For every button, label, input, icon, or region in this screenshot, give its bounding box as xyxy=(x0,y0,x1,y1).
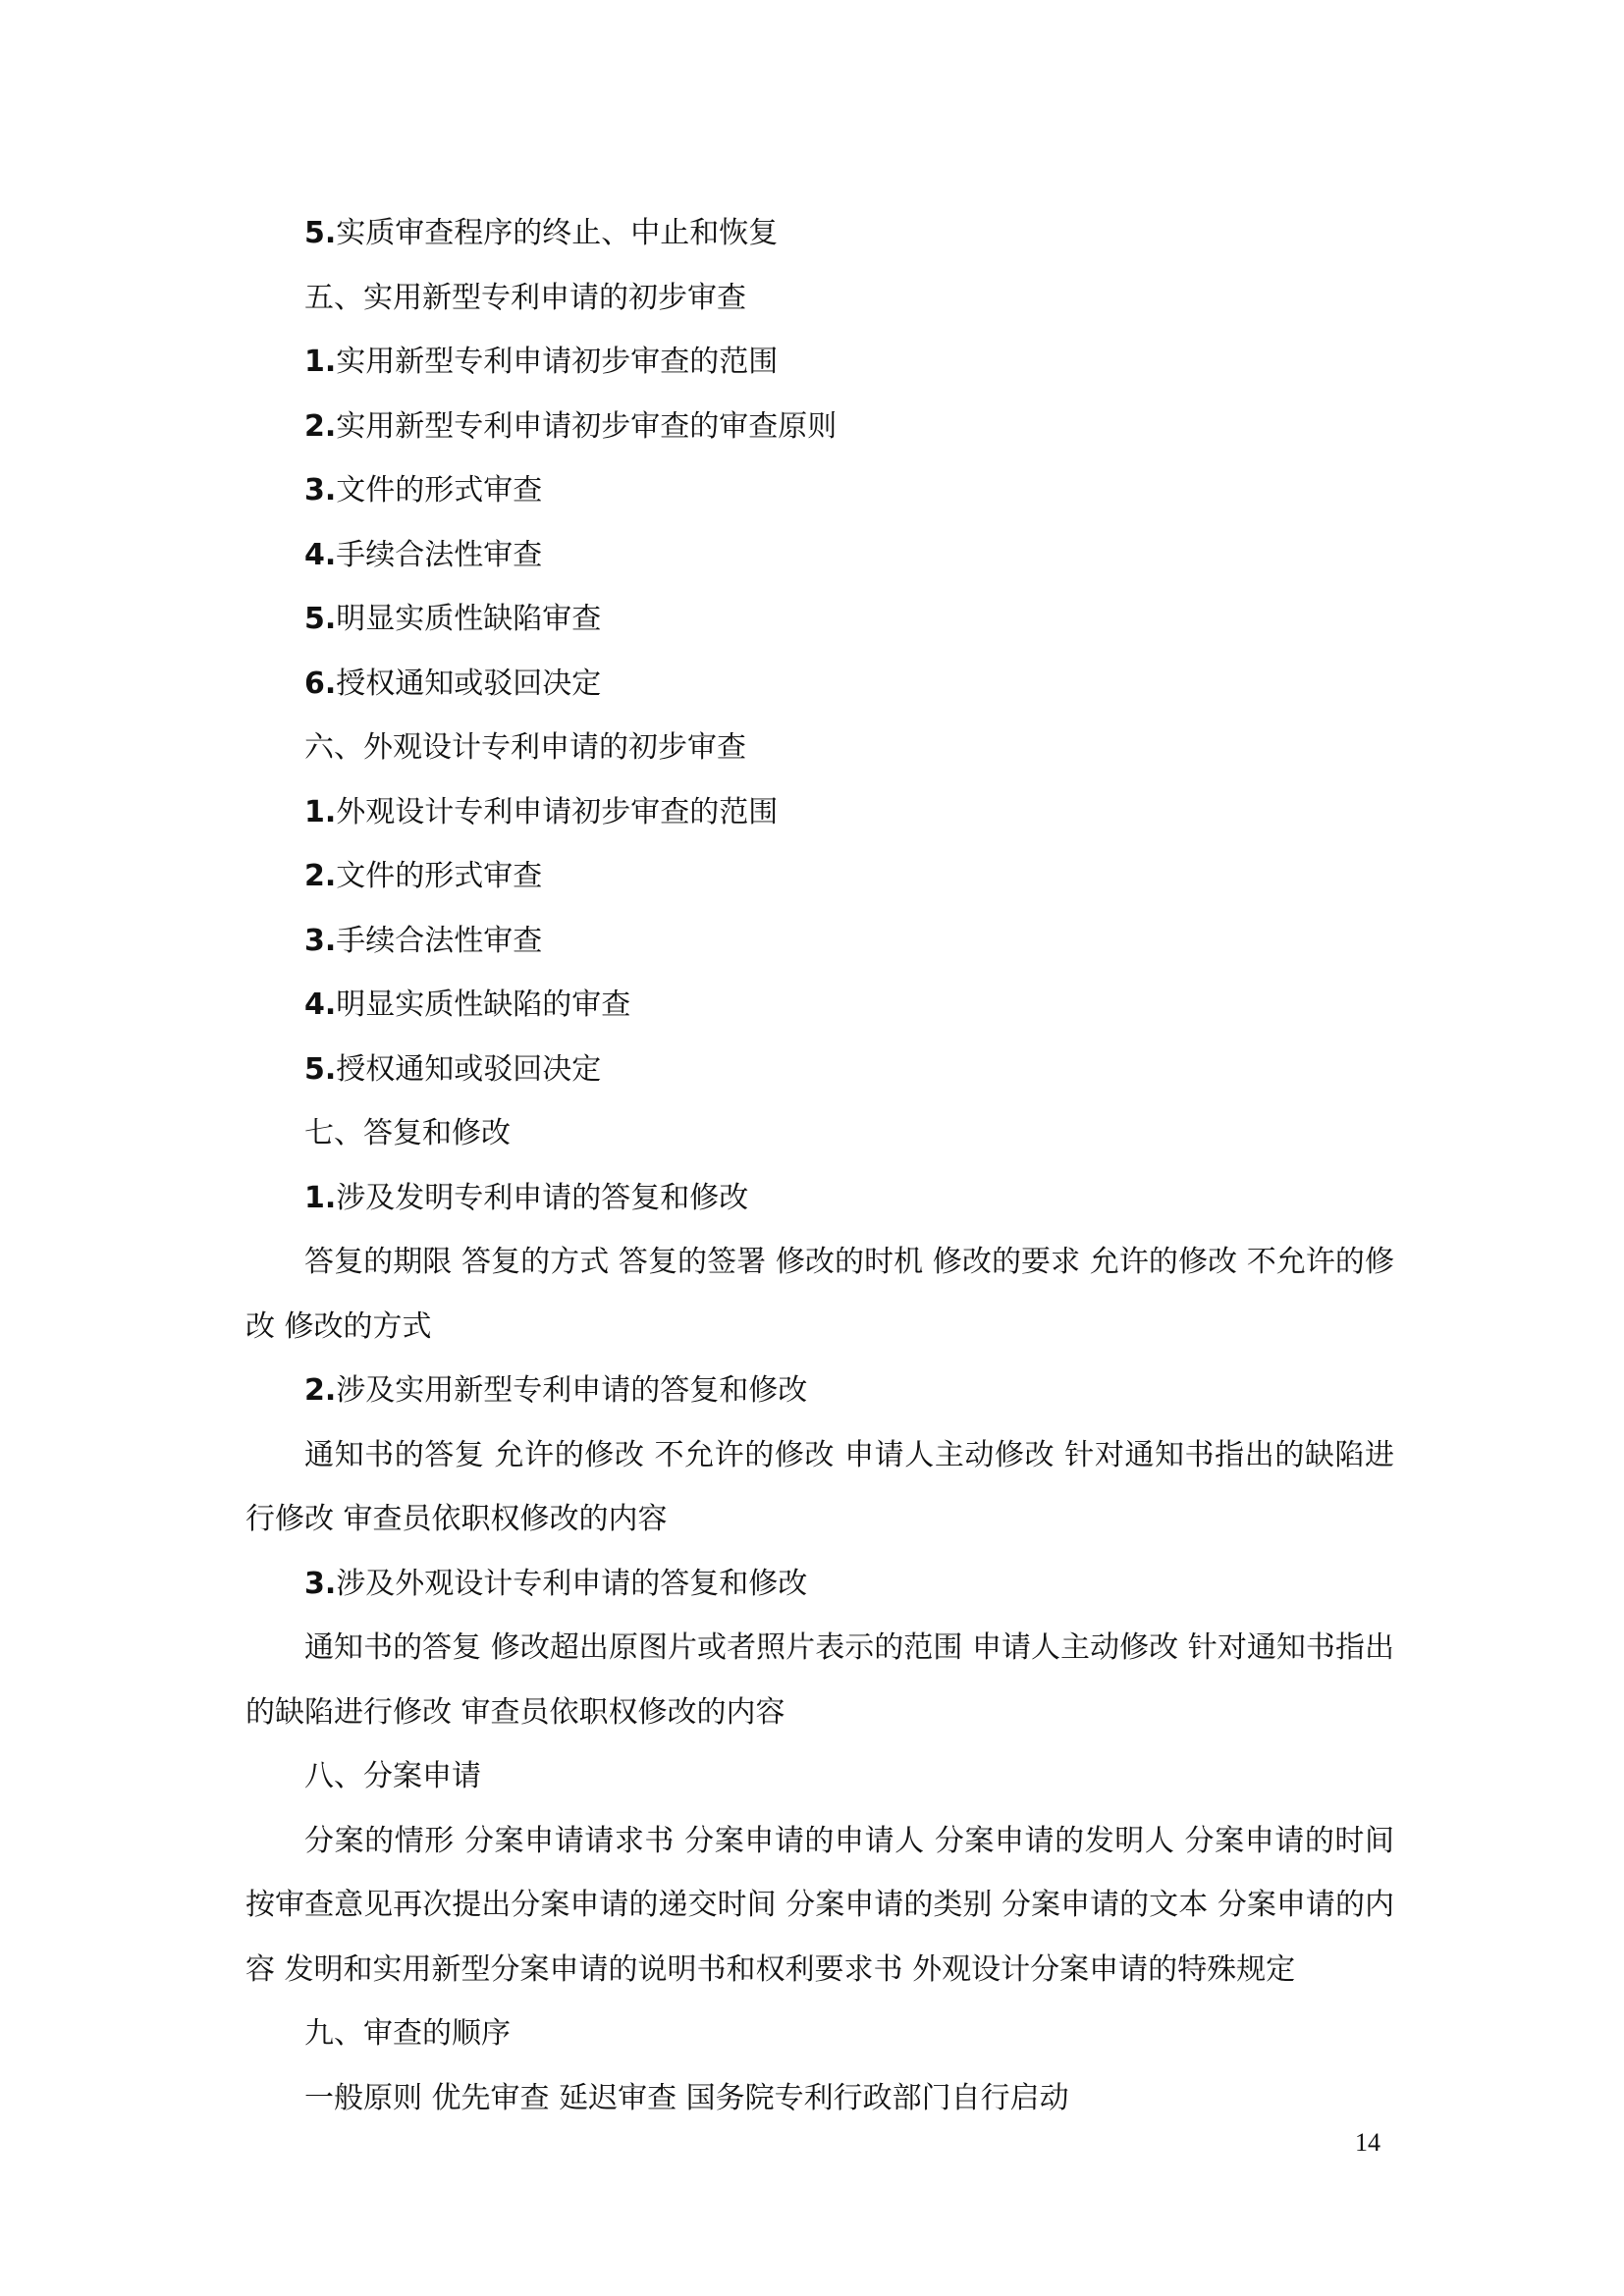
outline-subitem xyxy=(245,973,1394,1038)
subitem-number: 6. xyxy=(304,666,337,701)
subitem-text: 涉及实用新型专利申请的答复和修改 xyxy=(336,1373,808,1408)
page-number: 14 xyxy=(1355,2128,1380,2157)
subitem-text: 涉及发明专利申请的答复和修改 xyxy=(336,1180,749,1215)
subitem-number: 5. xyxy=(304,1051,337,1087)
subitem-number: 3. xyxy=(304,923,337,958)
topic-list-paragraph: 答复的期限 答复的方式 答复的签署 修改的时机 修改的要求 允许的修改 不允许的修改 修改的方式 xyxy=(245,1245,1394,1344)
outline-subitem xyxy=(245,330,1394,395)
subitem-text: 外观设计专利申请初步审查的范围 xyxy=(336,794,779,829)
subitem-number: 4. xyxy=(304,537,337,572)
outline-subitem xyxy=(245,458,1394,523)
subitem-text: 授权通知或驳回决定 xyxy=(336,1051,602,1087)
subitem-number: 2. xyxy=(304,859,337,893)
topic-list-line: 一般原则 优先审查 延迟审查 国务院专利行政部门自行启动 xyxy=(304,2080,1069,2115)
outline-subitem xyxy=(245,1166,1394,1231)
document-body xyxy=(245,201,1394,2130)
subitem-text: 涉及外观设计专利申请的答复和修改 xyxy=(336,1566,808,1601)
outline-subitem xyxy=(245,395,1394,459)
section-heading: 五、实用新型专利申请的初步审查 xyxy=(304,280,746,315)
subitem-number: 3. xyxy=(304,1566,337,1601)
outline-subitem xyxy=(245,201,1394,266)
subitem-number: 5. xyxy=(304,216,337,250)
section-heading: 九、审查的顺序 xyxy=(304,2016,511,2051)
outline-subitem xyxy=(245,844,1394,909)
outline-subitem xyxy=(245,523,1394,588)
subitem-number: 2. xyxy=(304,408,337,444)
subitem-text: 明显实质性缺陷审查 xyxy=(336,602,602,636)
subitem-number: 1. xyxy=(304,345,337,379)
subitem-text: 文件的形式审查 xyxy=(336,473,543,507)
outline-subitem xyxy=(245,909,1394,974)
subitem-text: 授权通知或驳回决定 xyxy=(336,666,602,701)
topic-list-paragraph: 分案的情形 分案申请请求书 分案申请的申请人 分案申请的发明人 分案申请的时间 按审查意见再次提出分案申请的递交时间 分案申请的类别 分案申请的文本 分案申请的内容 发明和实用新型分案申请的说明书和权利要求书 外观设计分案申请的特殊规定 xyxy=(245,1823,1394,1987)
topic-list-paragraph: 通知书的答复 修改超出原图片或者照片表示的范围 申请人主动修改 针对通知书指出的缺陷进行修改 审查员依职权修改的内容 xyxy=(245,1630,1394,1730)
subitem-text: 实用新型专利申请初步审查的审查原则 xyxy=(336,408,838,444)
outline-subitem xyxy=(245,1038,1394,1102)
subitem-text: 实用新型专利申请初步审查的范围 xyxy=(336,345,779,379)
subitem-number: 5. xyxy=(304,602,337,636)
subitem-number: 1. xyxy=(304,1180,337,1215)
subitem-number: 1. xyxy=(304,794,337,829)
section-heading: 八、分案申请 xyxy=(304,1759,481,1793)
outline-subitem xyxy=(245,587,1394,652)
subitem-number: 4. xyxy=(304,988,337,1022)
outline-subitem xyxy=(245,1552,1394,1617)
outline-subitem xyxy=(245,652,1394,717)
section-heading: 六、外观设计专利申请的初步审查 xyxy=(304,730,746,765)
subitem-number: 2. xyxy=(304,1373,337,1408)
subitem-text: 文件的形式审查 xyxy=(336,859,543,893)
subitem-number: 3. xyxy=(304,473,337,507)
outline-subitem xyxy=(245,1359,1394,1423)
outline-subitem xyxy=(245,780,1394,845)
subitem-text: 明显实质性缺陷的审查 xyxy=(336,988,631,1022)
subitem-text: 手续合法性审查 xyxy=(336,537,543,572)
subitem-text: 实质审查程序的终止、中止和恢复 xyxy=(336,216,779,250)
topic-list-paragraph: 通知书的答复 允许的修改 不允许的修改 申请人主动修改 针对通知书指出的缺陷进行修改 审查员依职权修改的内容 xyxy=(245,1437,1394,1536)
section-heading: 七、答复和修改 xyxy=(304,1116,511,1150)
subitem-text: 手续合法性审查 xyxy=(336,923,543,958)
